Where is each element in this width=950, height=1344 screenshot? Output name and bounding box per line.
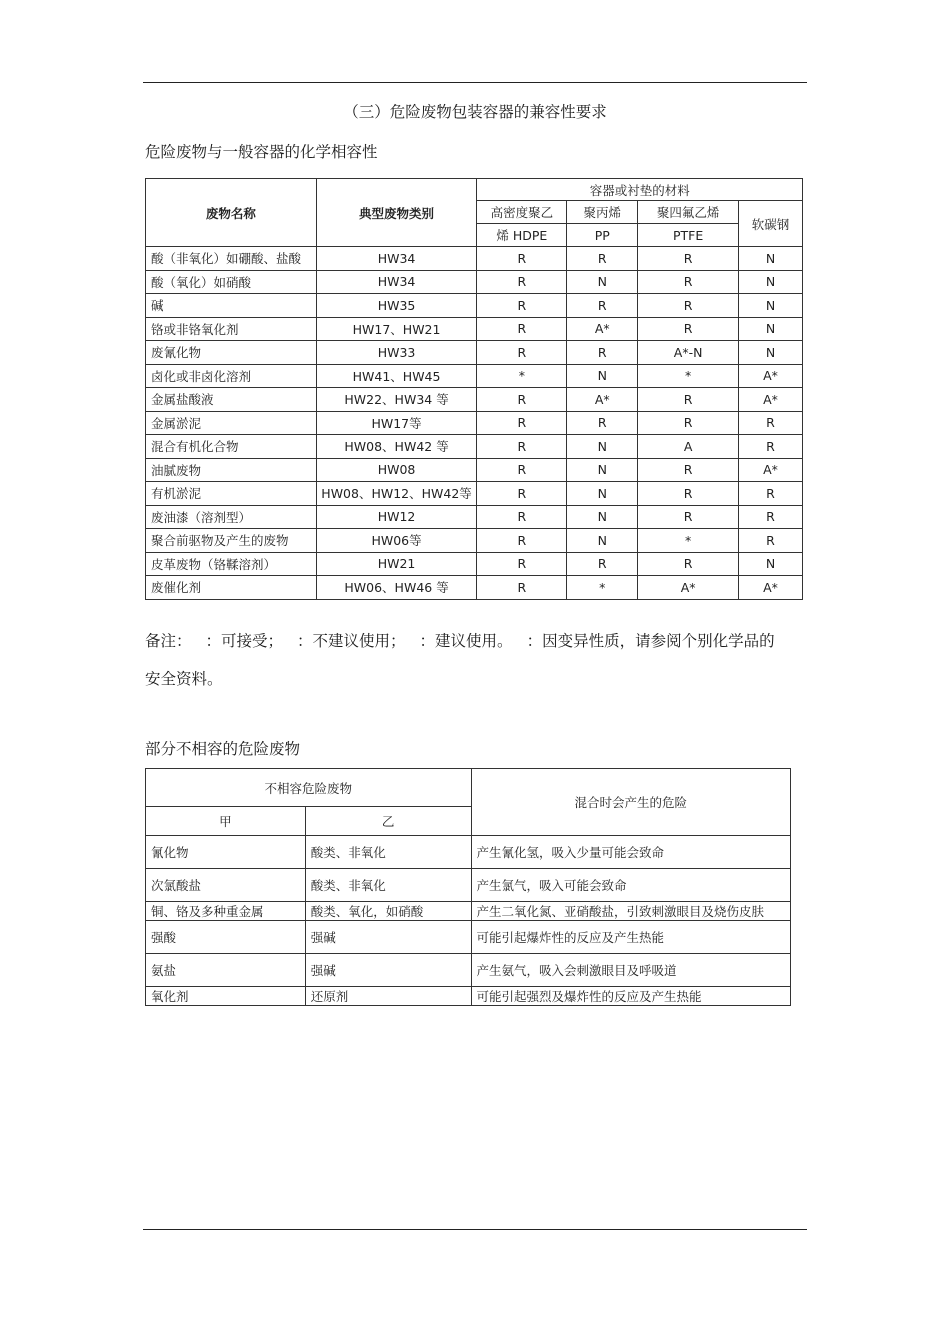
table-row bbox=[146, 270, 803, 294]
cell-cat: HW35 bbox=[316, 294, 477, 318]
col-header-hdpe-line1: 高密度聚乙 bbox=[477, 201, 567, 224]
cell-steel: R bbox=[739, 482, 803, 506]
cell-ptfe: R bbox=[638, 552, 739, 576]
cell-cat: HW08、HW42 等 bbox=[316, 435, 477, 459]
cell-ptfe: R bbox=[638, 458, 739, 482]
cell-steel: A* bbox=[739, 388, 803, 412]
cell-hdpe: R bbox=[477, 482, 567, 506]
cell-b: 还原剂 bbox=[305, 987, 471, 1006]
note-variable: ：因变异性质，请参阅个别化学品的 bbox=[526, 632, 775, 650]
cell-hdpe: R bbox=[477, 435, 567, 459]
cell-steel: A* bbox=[739, 364, 803, 388]
note-line-2: 安全资料。 bbox=[145, 670, 223, 688]
cell-hdpe: R bbox=[477, 388, 567, 412]
cell-a: 氧化剂 bbox=[146, 987, 306, 1006]
table-row bbox=[146, 482, 803, 506]
col-header-incompatible-group: 不相容危险废物 bbox=[146, 769, 472, 807]
cell-name: 碱 bbox=[146, 294, 317, 318]
cell-ptfe: * bbox=[638, 529, 739, 553]
col-header-b: 乙 bbox=[305, 807, 471, 836]
cell-pp: N bbox=[567, 458, 638, 482]
col-header-ptfe-line1: 聚四氟乙烯 bbox=[638, 201, 739, 224]
cell-ptfe: A* bbox=[638, 576, 739, 600]
table-row bbox=[146, 987, 791, 1006]
cell-b: 酸类、非氧化 bbox=[305, 836, 471, 869]
cell-pp: N bbox=[567, 270, 638, 294]
cell-hdpe: R bbox=[477, 294, 567, 318]
cell-hazard: 产生二氧化氮、亚硝酸盐，引致刺激眼目及烧伤皮肤 bbox=[471, 902, 790, 921]
cell-pp: N bbox=[567, 435, 638, 459]
cell-name: 铬或非铬氧化剂 bbox=[146, 317, 317, 341]
cell-pp: R bbox=[567, 411, 638, 435]
cell-hdpe: R bbox=[477, 247, 567, 271]
cell-ptfe: * bbox=[638, 364, 739, 388]
cell-hdpe: * bbox=[477, 364, 567, 388]
cell-pp: R bbox=[567, 341, 638, 365]
cell-name: 废氰化物 bbox=[146, 341, 317, 365]
cell-pp: N bbox=[567, 482, 638, 506]
cell-b: 强碱 bbox=[305, 954, 471, 987]
cell-name: 有机淤泥 bbox=[146, 482, 317, 506]
cell-b: 酸类、氧化，如硝酸 bbox=[305, 902, 471, 921]
compatibility-table bbox=[145, 178, 803, 600]
note-acceptable: ：可接受； bbox=[205, 632, 284, 650]
cell-ptfe: R bbox=[638, 482, 739, 506]
cell-cat: HW22、HW34 等 bbox=[316, 388, 477, 412]
compat-table-caption: 危险废物与一般容器的化学相容性 bbox=[145, 143, 378, 161]
cell-pp: R bbox=[567, 247, 638, 271]
cell-cat: HW12 bbox=[316, 505, 477, 529]
note-recommended: ：建议使用。 bbox=[419, 632, 513, 650]
col-header-hdpe-line2: 烯 HDPE bbox=[477, 224, 567, 247]
col-header-waste-category: 典型废物类别 bbox=[316, 179, 477, 247]
table-row bbox=[146, 247, 803, 271]
table-row bbox=[146, 411, 803, 435]
col-header-hazard: 混合时会产生的危险 bbox=[471, 769, 790, 836]
cell-hdpe: R bbox=[477, 411, 567, 435]
cell-cat: HW08、HW12、HW42等 bbox=[316, 482, 477, 506]
col-header-waste-name: 废物名称 bbox=[146, 179, 317, 247]
cell-ptfe: R bbox=[638, 270, 739, 294]
cell-hazard: 可能引起爆炸性的反应及产生热能 bbox=[471, 921, 790, 954]
table-row bbox=[146, 921, 791, 954]
cell-hazard: 产生氨气，吸入会刺激眼目及呼吸道 bbox=[471, 954, 790, 987]
cell-ptfe: R bbox=[638, 317, 739, 341]
cell-name: 酸（氧化）如硝酸 bbox=[146, 270, 317, 294]
cell-cat: HW41、HW45 bbox=[316, 364, 477, 388]
cell-hdpe: R bbox=[477, 458, 567, 482]
cell-ptfe: R bbox=[638, 247, 739, 271]
cell-ptfe: R bbox=[638, 505, 739, 529]
cell-cat: HW21 bbox=[316, 552, 477, 576]
cell-pp: N bbox=[567, 505, 638, 529]
cell-name: 油腻废物 bbox=[146, 458, 317, 482]
table-row bbox=[146, 836, 791, 869]
cell-ptfe: R bbox=[638, 411, 739, 435]
cell-hazard: 产生氰化氢，吸入少量可能会致命 bbox=[471, 836, 790, 869]
cell-cat: HW08 bbox=[316, 458, 477, 482]
footer-rule bbox=[143, 1229, 807, 1230]
cell-steel: R bbox=[739, 411, 803, 435]
cell-name: 金属淤泥 bbox=[146, 411, 317, 435]
col-header-ptfe-line2: PTFE bbox=[638, 224, 739, 247]
table-row bbox=[146, 505, 803, 529]
cell-cat: HW34 bbox=[316, 270, 477, 294]
cell-cat: HW33 bbox=[316, 341, 477, 365]
col-header-pp-line2: PP bbox=[567, 224, 638, 247]
table-row bbox=[146, 576, 803, 600]
cell-name: 废油漆（溶剂型） bbox=[146, 505, 317, 529]
note-not-recommended: ：不建议使用； bbox=[297, 632, 406, 650]
cell-b: 酸类、非氧化 bbox=[305, 869, 471, 902]
cell-steel: R bbox=[739, 435, 803, 459]
cell-ptfe: A bbox=[638, 435, 739, 459]
table-row bbox=[146, 954, 791, 987]
cell-pp: A* bbox=[567, 388, 638, 412]
cell-steel: N bbox=[739, 552, 803, 576]
table-row bbox=[146, 341, 803, 365]
table-row bbox=[146, 435, 803, 459]
cell-hdpe: R bbox=[477, 552, 567, 576]
cell-pp: R bbox=[567, 294, 638, 318]
cell-cat: HW17等 bbox=[316, 411, 477, 435]
table-row bbox=[146, 317, 803, 341]
cell-a: 氰化物 bbox=[146, 836, 306, 869]
cell-pp: N bbox=[567, 364, 638, 388]
cell-pp: R bbox=[567, 552, 638, 576]
table-row bbox=[146, 364, 803, 388]
table-row bbox=[146, 458, 803, 482]
cell-pp: N bbox=[567, 529, 638, 553]
cell-steel: A* bbox=[739, 576, 803, 600]
note-paragraph bbox=[145, 622, 807, 698]
cell-name: 卤化或非卤化溶剂 bbox=[146, 364, 317, 388]
header-rule bbox=[143, 82, 807, 83]
cell-cat: HW06等 bbox=[316, 529, 477, 553]
cell-cat: HW17、HW21 bbox=[316, 317, 477, 341]
cell-cat: HW06、HW46 等 bbox=[316, 576, 477, 600]
table-row bbox=[146, 294, 803, 318]
cell-steel: R bbox=[739, 529, 803, 553]
cell-steel: N bbox=[739, 341, 803, 365]
cell-hdpe: R bbox=[477, 505, 567, 529]
cell-steel: N bbox=[739, 247, 803, 271]
incompat-table-caption: 部分不相容的危险废物 bbox=[145, 740, 301, 758]
col-header-steel: 软碳钢 bbox=[739, 201, 803, 247]
cell-a: 铜、铬及多种重金属 bbox=[146, 902, 306, 921]
cell-hdpe: R bbox=[477, 529, 567, 553]
cell-steel: A* bbox=[739, 458, 803, 482]
cell-name: 酸（非氧化）如硼酸、盐酸 bbox=[146, 247, 317, 271]
cell-hdpe: R bbox=[477, 317, 567, 341]
cell-ptfe: A*-N bbox=[638, 341, 739, 365]
cell-hazard: 产生氯气，吸入可能会致命 bbox=[471, 869, 790, 902]
cell-a: 氨盐 bbox=[146, 954, 306, 987]
cell-name: 皮革废物（铬鞣溶剂） bbox=[146, 552, 317, 576]
cell-ptfe: R bbox=[638, 388, 739, 412]
col-header-a: 甲 bbox=[146, 807, 306, 836]
cell-name: 废催化剂 bbox=[146, 576, 317, 600]
incompatibility-table bbox=[145, 768, 791, 1006]
table-row bbox=[146, 869, 791, 902]
cell-pp: A* bbox=[567, 317, 638, 341]
col-header-pp-line1: 聚丙烯 bbox=[567, 201, 638, 224]
cell-name: 聚合前驱物及产生的废物 bbox=[146, 529, 317, 553]
cell-name: 金属盐酸液 bbox=[146, 388, 317, 412]
cell-a: 强酸 bbox=[146, 921, 306, 954]
cell-b: 强碱 bbox=[305, 921, 471, 954]
cell-hdpe: R bbox=[477, 576, 567, 600]
col-header-material-group: 容器或衬垫的材料 bbox=[477, 179, 803, 201]
cell-hazard: 可能引起强烈及爆炸性的反应及产生热能 bbox=[471, 987, 790, 1006]
cell-ptfe: R bbox=[638, 294, 739, 318]
cell-hdpe: R bbox=[477, 341, 567, 365]
section-heading: （三）危险废物包装容器的兼容性要求 bbox=[343, 103, 607, 121]
table-row bbox=[146, 552, 803, 576]
note-label: 备注： bbox=[145, 632, 192, 650]
cell-steel: N bbox=[739, 270, 803, 294]
cell-pp: * bbox=[567, 576, 638, 600]
cell-steel: N bbox=[739, 294, 803, 318]
cell-steel: N bbox=[739, 317, 803, 341]
table-row bbox=[146, 902, 791, 921]
cell-name: 混合有机化合物 bbox=[146, 435, 317, 459]
cell-a: 次氯酸盐 bbox=[146, 869, 306, 902]
cell-cat: HW34 bbox=[316, 247, 477, 271]
table-row bbox=[146, 388, 803, 412]
cell-hdpe: R bbox=[477, 270, 567, 294]
table-row bbox=[146, 529, 803, 553]
cell-steel: R bbox=[739, 505, 803, 529]
